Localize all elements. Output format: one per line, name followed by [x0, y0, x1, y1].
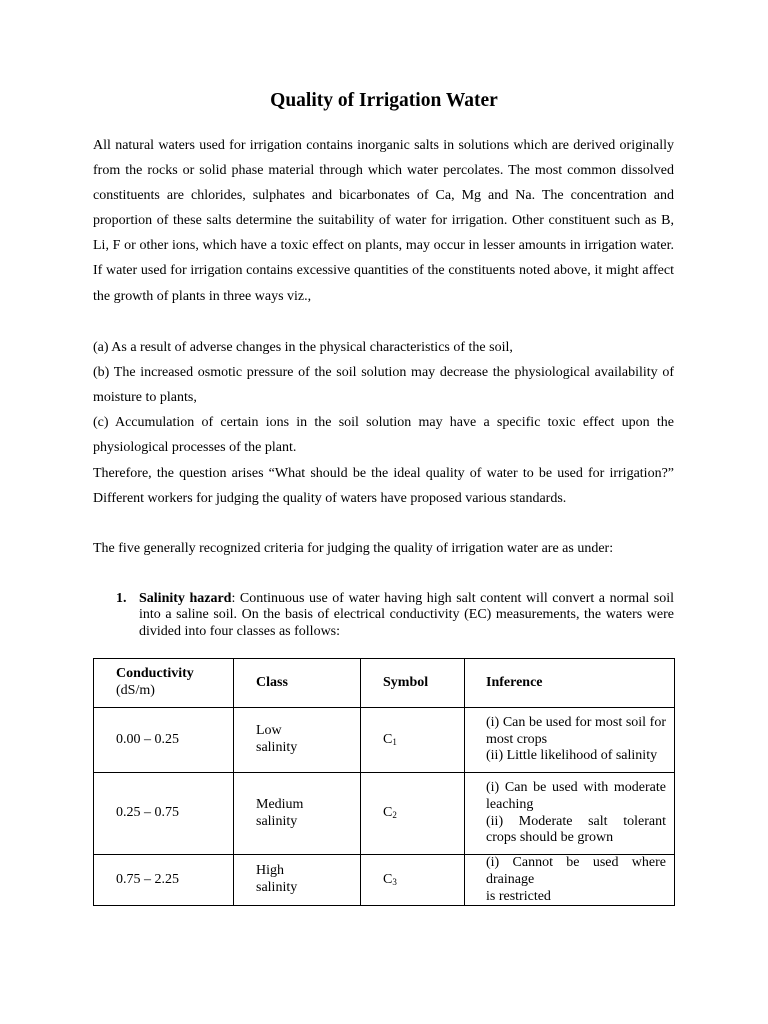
- cell-class-line: salinity: [256, 880, 298, 896]
- cell-inference: [465, 708, 675, 773]
- cell-class-line: salinity: [256, 813, 298, 829]
- cell-symbol: [361, 708, 465, 773]
- cell-symbol-subscript: 1: [392, 736, 397, 747]
- header-inference: Inference: [465, 659, 675, 708]
- inference-line: (i) Cannot be used where drainage: [486, 855, 666, 887]
- header-symbol: Symbol: [361, 659, 465, 708]
- effect-a-paragraph: (a) As a result of adverse changes in the physical characteristics of the soil,: [93, 340, 513, 355]
- criteria-paragraph: The five generally recognized criteria for judging the quality of irrigation water are as under:: [93, 541, 614, 556]
- inference-line: (ii) Moderate salt tolerant: [486, 813, 666, 829]
- cell-conductivity: 0.75 – 2.25: [94, 855, 234, 906]
- table-row: [94, 855, 675, 906]
- salinity-classes-table: [93, 658, 675, 906]
- cell-inference: [465, 855, 675, 906]
- inference-line: is restricted: [486, 888, 551, 904]
- cell-class: [234, 708, 361, 773]
- table-row: [94, 708, 675, 773]
- list-item-body: [139, 591, 674, 640]
- table-row: [94, 773, 675, 855]
- inference-line: (i) Can be used for most soil for: [486, 714, 666, 730]
- header-class: Class: [234, 659, 361, 708]
- inference-line: most crops: [486, 731, 548, 747]
- cell-symbol-letter: C: [383, 805, 393, 821]
- question-paragraph: Therefore, the question arises “What should be the ideal quality of water to be used for irrigation?” Different workers for judging the quality of waters have proposed various standards.: [93, 466, 674, 507]
- cell-class-line: Low: [256, 723, 282, 739]
- cell-class-line: Medium: [256, 796, 304, 812]
- cell-class-line: High: [256, 863, 284, 879]
- cell-symbol-subscript: 3: [392, 876, 397, 887]
- cell-inference: [465, 773, 675, 855]
- cell-symbol-letter: C: [383, 731, 393, 747]
- list-item-text: : Continuous use of water having high salt content will convert a normal soil into a saline soil. On the basis of electrical conductivity (EC) measurements, the waters were divided into four classes as follows:: [139, 591, 675, 639]
- list-item-salinity-hazard: [116, 591, 674, 640]
- inference-line: (i) Can be used with moderate: [486, 779, 666, 795]
- cell-class: [234, 773, 361, 855]
- table-header-row: [94, 659, 675, 708]
- inference-line: (ii) Little likelihood of salinity: [486, 748, 658, 764]
- list-item-term: Salinity hazard: [139, 591, 232, 606]
- intro-paragraph: All natural waters used for irrigation contains inorganic salts in solutions which are derived originally from the rocks or solid phase material through which water percolates. The most common dissolved constituents are chlorides, sulphates and bicarbonates of Ca, Mg and Na. The concentration and proportion of these salts determine the suitability of water for irrigation. Other constituent such as B, Li, F or other ions, which have a toxic effect on plants, may occur in lesser amounts in irrigation water. If water used for irrigation contains excessive quantities of the constituents noted above, it might affect the growth of plants in three ways viz.,: [93, 138, 674, 304]
- cell-symbol: [361, 773, 465, 855]
- effect-b-paragraph: (b) The increased osmotic pressure of the soil solution may decrease the physiological availability of moisture to plants,: [93, 365, 674, 406]
- cell-class: [234, 855, 361, 906]
- header-conductivity-unit: (dS/m): [116, 683, 155, 698]
- inference-line: leaching: [486, 796, 534, 812]
- cell-symbol-subscript: 2: [392, 810, 397, 821]
- effect-c-paragraph: (c) Accumulation of certain ions in the soil solution may have a specific toxic effect upon the physiological processes of the plant.: [93, 415, 674, 456]
- cell-symbol: [361, 855, 465, 906]
- header-conductivity-label: Conductivity: [116, 666, 194, 682]
- inference-line: crops should be grown: [486, 830, 614, 846]
- list-item-number: 1.: [116, 591, 127, 606]
- cell-conductivity: 0.00 – 0.25: [94, 708, 234, 773]
- header-conductivity: [94, 659, 234, 708]
- cell-symbol-letter: C: [383, 871, 393, 887]
- cell-conductivity: 0.25 – 0.75: [94, 773, 234, 855]
- page-title: Quality of Irrigation Water: [270, 90, 498, 111]
- cell-class-line: salinity: [256, 740, 298, 755]
